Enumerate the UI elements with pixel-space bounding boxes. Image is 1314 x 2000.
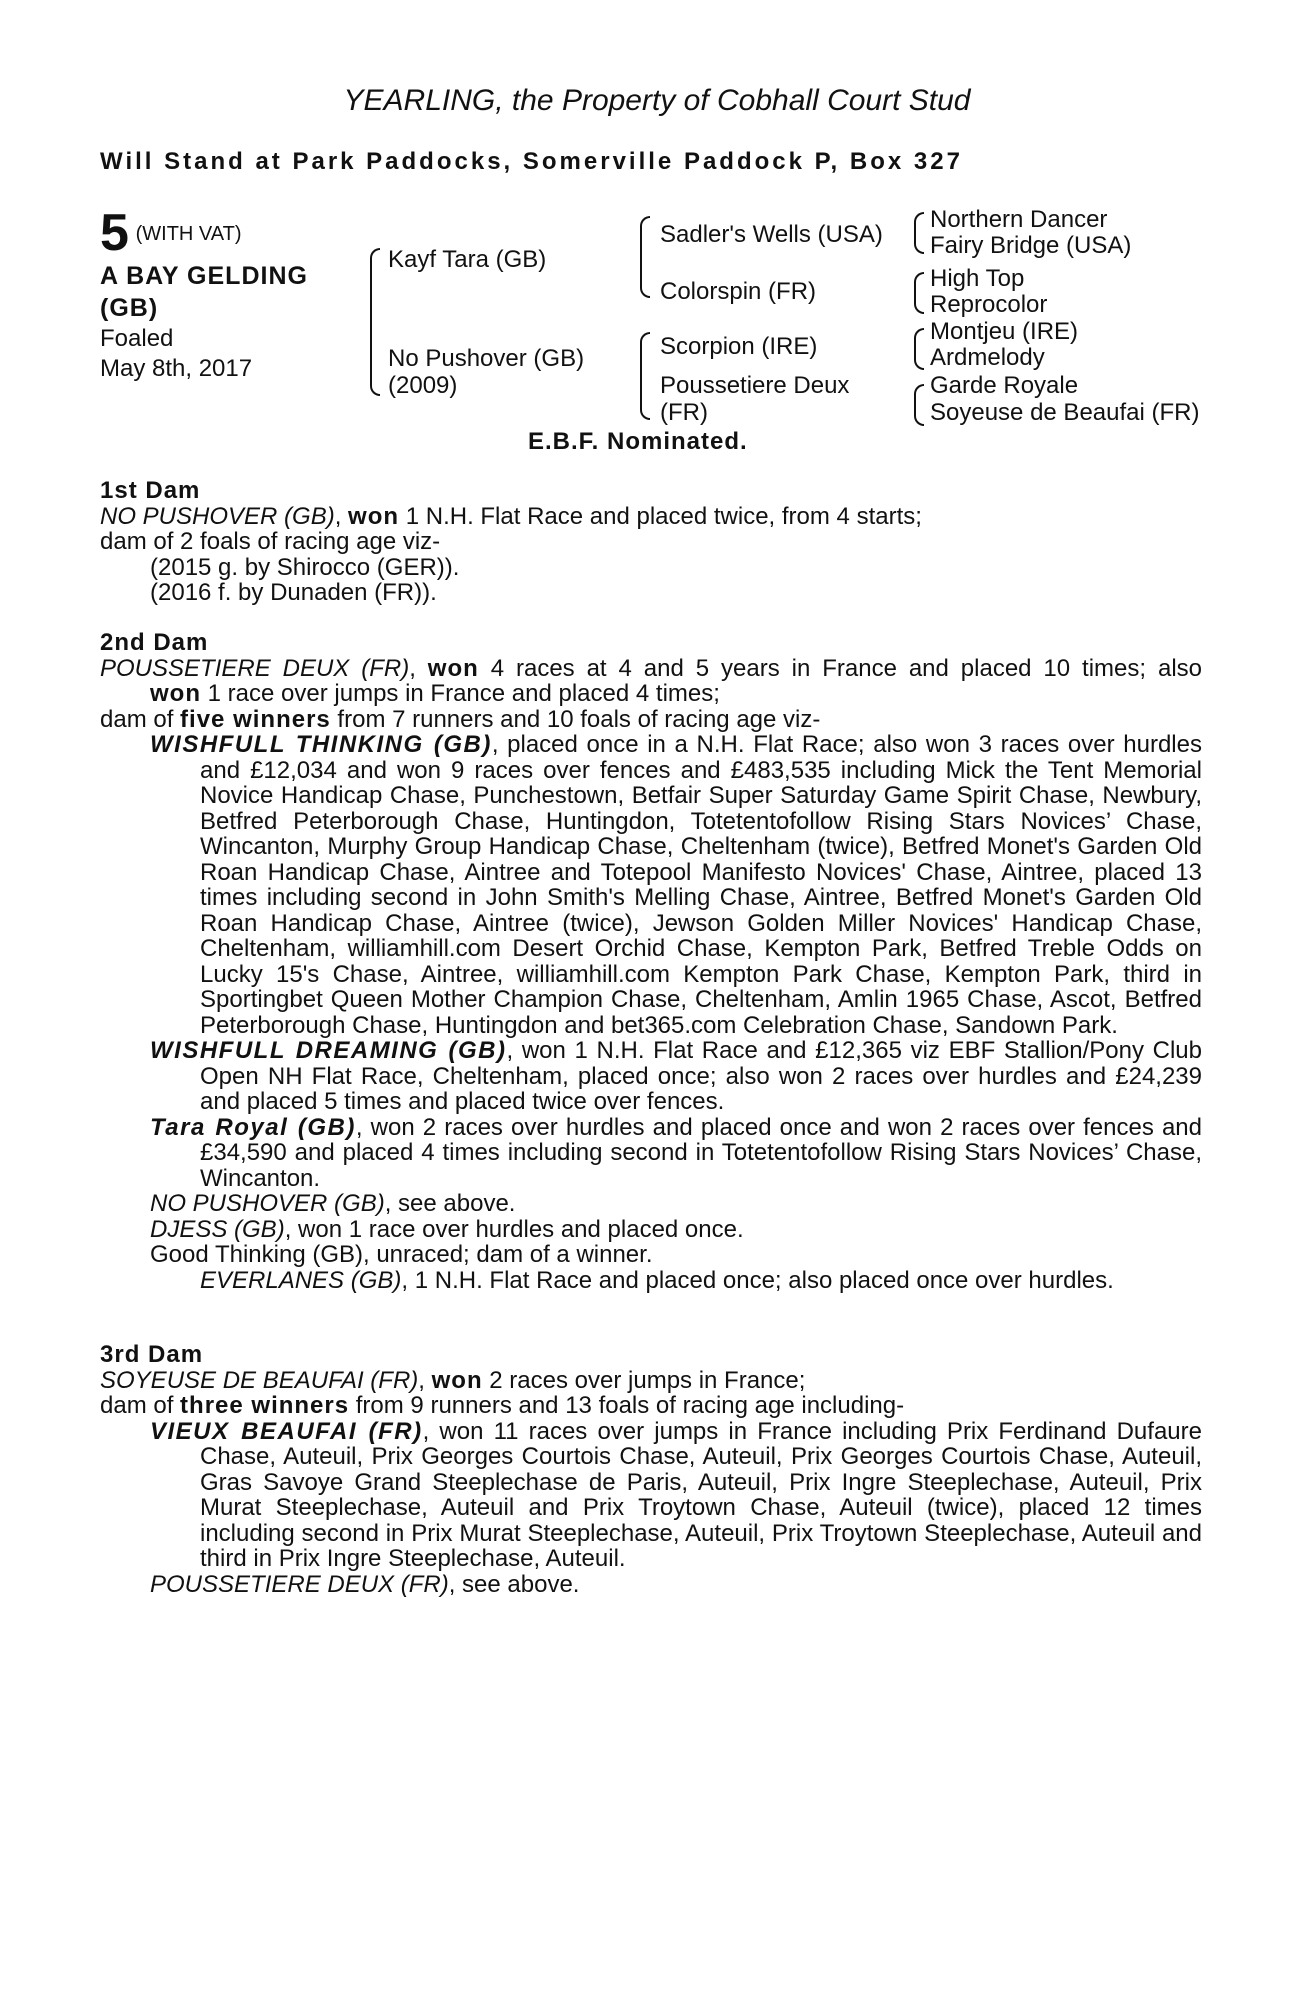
progeny-tara-royal [100,1115,1202,1192]
lot-info [100,204,340,384]
progeny-poussetiere-deux [100,1572,1202,1598]
pedigree-sds: High Top [930,265,1025,292]
second-dam-heading: 2nd Dam [100,629,209,656]
progeny-everlanes [100,1268,1202,1294]
pedigree-brace-dds [914,384,924,406]
won-label: won [348,502,400,530]
progeny-name: VIEUX BEAUFAI (FR) [150,1417,423,1445]
first-dam-text: 1 N.H. Flat Race and placed twice, from 4 starts; [399,502,922,530]
pedigree-brace-sss [914,212,924,234]
pedigree-ssd: Fairy Bridge (USA) [930,232,1132,259]
pedigree-brace-sds [914,272,924,294]
pedigree-dam-dam-line1: Poussetiere Deux [660,372,850,399]
third-dam-heading: 3rd Dam [100,1341,204,1368]
progeny-record: , placed once in a N.H. Flat Race; also won 3 races over hurdles and £12,034 and won 9 races over fences and £483,535 including Mick the Tent Memorial Novice Handicap Chase, Punchestown, Betfair Super Saturday Game Spirit Chase, Newbury, Betfred Peterborough Chase, Huntingdon, Totetentofollow Rising Stars Novices’ Chase, Wincanton, Murphy Group Handicap Chase, Cheltenham (twice), Betfred Monet's Garden Old Roan Handicap Chase, Aintree and Totepool Manifesto Novices' Chase, Aintree, placed 13 times including second in John Smith's Melling Chase, Aintree, Betfred Monet's Garden Old Roan Handicap Chase, Aintree (twice), Jewson Golden Miller Novices' Handicap Chase, Cheltenham, williamhill.com Desert Orchid Chase, Kempton Park, Betfred Treble Odds on Lucky 15's Chase, Aintree, williamhill.com Kempton Park Chase, Kempton Park, third in Sportingbet Queen Mother Champion Chase, Cheltenham, Amlin 1965 Chase, Ascot, Betfred Peterborough Chase, Huntingdon and bet365.com Celebration Chase, Sandown Park. [200,731,1202,1039]
pedigree-brace-ssd [914,232,924,254]
pedigree-brace-sire [370,248,380,334]
progeny-name: Tara Royal (GB) [150,1113,356,1141]
progeny-name: DJESS (GB) [150,1215,285,1243]
progeny-record: , see above. [448,1570,580,1598]
pedigree-dsd: Ardmelody [930,344,1045,371]
third-dam-summary: SOYEUSE DE BEAUFAI (FR), won 2 races over jumps in France; [100,1366,806,1394]
progeny-wishfull-thinking [100,732,1202,1038]
pedigree-sire-sire: Sadler's Wells (USA) [660,221,883,248]
vat-label: (WITH VAT) [135,223,242,245]
pedigree-brace-sd [640,262,650,298]
won-label: won [150,680,201,707]
second-dam-text-1: 4 races at 4 and 5 years in France and placed 10 times; also [478,654,1202,682]
second-dam-section [100,630,1202,1293]
progeny-name: NO PUSHOVER (GB) [150,1190,385,1217]
second-dam-name: POUSSETIERE DEUX (FR) [100,654,410,682]
progeny-name: POUSSETIERE DEUX (FR) [150,1570,449,1598]
second-dam-summary-line2 [100,681,1202,707]
first-dam-name: NO PUSHOVER (GB) [100,502,335,530]
first-dam-heading: 1st Dam [100,477,201,504]
pedigree-dss: Montjeu (IRE) [930,318,1079,345]
pedigree-brace-dss [914,328,924,350]
pedigree-brace-sdd [914,292,924,314]
first-dam-section [100,478,1202,606]
lot-description-line2: (GB) [100,294,159,322]
lot-description [100,260,340,324]
page-title: YEARLING, the Property of Cobhall Court Stud [343,84,971,117]
foaled-date: May 8th, 2017 [100,355,253,382]
pedigree-sire: Kayf Tara (GB) [388,246,547,273]
progeny-name: WISHFULL THINKING (GB) [150,731,492,758]
lot-number: 5 [100,204,129,262]
progeny-djess [100,1217,1202,1243]
produce-text: from 7 runners and 10 foals of racing age viz- [330,705,821,733]
third-dam-produce-line [100,1393,1202,1419]
progeny-wishfull-dreaming [100,1038,1202,1115]
pedigree-brace-dd [640,374,650,420]
second-dam-summary-line1: POUSSETIERE DEUX (FR), won 4 races at 4 and 5 years in France and placed 10 times; also [100,654,1202,682]
progeny-record: , won 2 races over hurdles and placed once and won 2 races over fences and £34,590 and placed 4 times including second in Totetentofollow Rising Stars Novices’ Chase, Wincanton. [200,1113,1203,1192]
pedigree-dds: Garde Royale [930,372,1079,399]
second-dam-produce-line [100,707,1202,733]
third-dam-name: SOYEUSE DE BEAUFAI (FR) [100,1366,419,1394]
progeny-vieux-beaufai [100,1419,1202,1572]
pedigree-dam-year: (2009) [388,372,458,399]
progeny-record: , won 1 race over hurdles and placed once. [284,1215,744,1243]
produce-text: from 9 runners and 13 foals of racing age including- [349,1392,905,1419]
progeny-record: , see above. [384,1190,516,1217]
progeny-record: , won 11 races over jumps in France including Prix Ferdinand Dufaure Chase, Auteuil, Prix Georges Courtois Chase, Auteuil, Prix Georges Courtois Chase, Auteuil, Gras Savoye Grand Steeplechase de Paris, Auteuil, Prix Ingre Steeplechase, Auteuil, Prix Murat Steeplechase, Auteuil and Prix Troytown Chase, Auteuil (twice), placed 12 times including second in Prix Murat Steeplechase, Auteuil, Prix Troytown Steeplechase, Auteuil and third in Prix Ingre Steeplechase, Auteuil. [200,1417,1202,1572]
pedigree-brace-ss [640,216,650,264]
pedigree-sire-dam: Colorspin (FR) [660,278,817,305]
progeny-name: WISHFULL DREAMING (GB) [150,1037,507,1064]
pedigree-dam-name: No Pushover (GB) [388,345,585,372]
first-dam-foal-1: (2015 g. by Shirocco (GER)). [150,553,460,581]
second-dam-text-2: 1 race over jumps in France and placed 4 times; [201,680,720,707]
progeny-record: , won 1 N.H. Flat Race and £12,365 viz EBF Stallion/Pony Club Open NH Flat Race, Cheltenham, placed once; also won 2 races over hurdles and £24,239 and placed 5 times and placed twice over fences. [200,1037,1202,1115]
third-dam-section [100,1342,1202,1597]
progeny-good-thinking: Good Thinking (GB), unraced; dam of a winner. [150,1241,653,1268]
pedigree-sdd: Reprocolor [930,291,1048,318]
pedigree-brace-ddd [914,404,924,426]
won-label: won [427,654,479,682]
pedigree-brace-dsd [914,348,924,370]
pedigree-sss: Northern Dancer [930,206,1108,233]
ebf-nominated: E.B.F. Nominated. [528,428,748,455]
winners-count: three winners [180,1392,350,1419]
first-dam-summary: NO PUSHOVER (GB), won 1 N.H. Flat Race and placed twice, from 4 starts; [100,502,922,530]
first-dam-foal-2: (2016 f. by Dunaden (FR)). [150,579,437,606]
stabling-location: Will Stand at Park Paddocks, Somerville Paddock P, Box 327 [100,148,963,175]
dam-of-label: dam of [100,705,181,733]
pedigree-dam-sire: Scorpion (IRE) [660,333,818,360]
won-label: won [431,1366,483,1394]
pedigree-brace-ds [640,332,650,376]
first-dam-foals-line: dam of 2 foals of racing age viz- [100,528,441,555]
lot-description-line1: A BAY GELDING [100,262,308,290]
progeny-record: , 1 N.H. Flat Race and placed once; also placed once over hurdles. [401,1266,1114,1294]
foaled-label: Foaled [100,325,174,352]
pedigree-ddd: Soyeuse de Beaufai (FR) [930,399,1200,426]
progeny-name: EVERLANES (GB) [200,1266,402,1294]
pedigree-dam-dam-line2: (FR) [660,399,708,426]
third-dam-text: 2 races over jumps in France; [482,1366,806,1394]
progeny-no-pushover [100,1191,1202,1217]
dam-of-label: dam of [100,1392,181,1419]
pedigree-brace-dam [370,332,380,396]
winners-count: five winners [180,705,331,733]
